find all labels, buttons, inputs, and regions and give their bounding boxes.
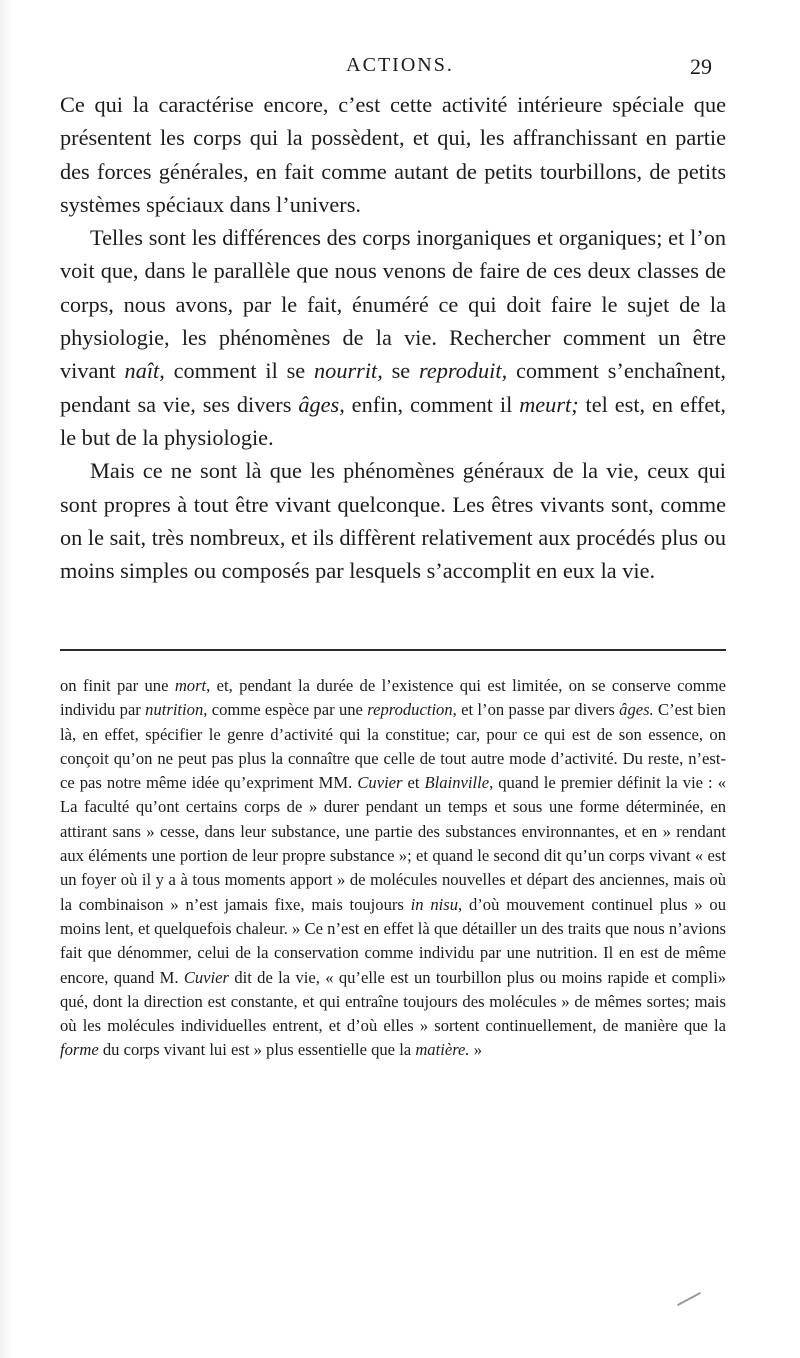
footnote xyxy=(60,674,726,1063)
footnote-separator xyxy=(60,649,726,651)
main-text xyxy=(60,88,726,587)
paragraph-1: Ce qui la caractérise encore, c’est cette activité intérieure spéciale que présentent les corps qui la possèdent, et qui, les affranchissant en partie des forces générales, en fait comme autant de petits tourbillons, de petits systèmes spéciaux dans l’univers. xyxy=(60,92,726,217)
running-title: ACTIONS. xyxy=(346,54,454,76)
page-gutter-shadow xyxy=(0,0,14,1358)
page-number: 29 xyxy=(690,54,712,79)
paragraph-2: Telles sont les différences des corps inorganiques et organiques; et l’on voit que, dans le parallèle que nous venons de faire de ces deux classes de corps, nous avons, par le fait, énuméré ce qui doit faire le sujet de la physiologie, les phénomènes de la vie. Rechercher comment un être vivant naît, comment il se nourrit, se reproduit, comment s’enchaînent, pendant sa vie, ses divers âges, enfin, comment il meurt; tel est, en effet, le but de la physiologie. xyxy=(60,225,726,450)
running-head xyxy=(0,54,800,84)
paragraph-3: Mais ce ne sont là que les phénomènes généraux de la vie, ceux qui sont propres à tout être vivant quelconque. Les êtres vivants sont, comme on le sait, très nombreux, et ils diffèrent relativement aux procédés plus ou moins simples ou composés par lesquels s’accomplit en eux la vie. xyxy=(60,458,726,584)
footnote-text: on finit par une mort, et, pendant la durée de l’existence qui est limitée, on se conserve comme individu par nutrition, comme espèce par une reproduction, et l’on passe par divers âges. C’est bien là, en effet, spécifier le genre d’activité qui la constitue; car, pour ce qui est de son essence, on conçoit qu’on ne peut pas plus la connaître que celle de tout autre mode d’activité. Du reste, n’est-ce pas notre même idée qu’expriment MM. Cuvier et Blainville, quand le premier définit la vie : « La faculté qu’ont certains corps de » durer pendant un temps et sous une forme déterminée, en attirant sans » cesse, dans leur substance, une partie des substances environnantes, et en » rendant aux éléments une portion de leur propre substance »; et quand le second dit qu’un corps vivant « est un foyer où il y a à tous moments apport » de molécules nouvelles et départ des anciennes, mais où la combinaison » n’est jamais fixe, mais toujours in nisu, d’où mouvement continuel plus » ou moins lent, et quelquefois chaleur. » Ce n’est en effet là que détailler un des traits que nous n’avions fait que dénommer, celui de la conservation comme individu par une nutrition. Il en est de même encore, quand M. Cuvier dit de la vie, « qu’elle est un tourbillon plus ou moins rapide et compli» qué, dont la direction est constante, et qui entraîne toujours des molécules » de mêmes sortes; mais où les molécules individuelles entrent, et d’où elles » sortent continuellement, de manière que la forme du corps vivant lui est » plus essentielle que la matière. » xyxy=(60,676,727,1060)
scan-mark xyxy=(677,1292,701,1306)
